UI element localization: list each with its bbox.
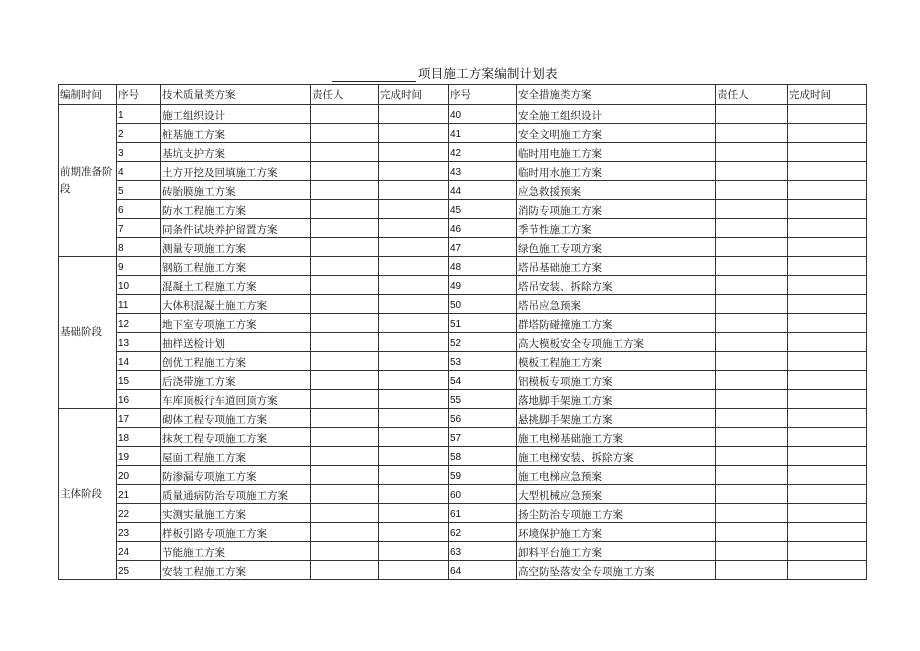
done-time-1-cell[interactable]	[379, 257, 449, 276]
safety-plan-cell: 落地脚手架施工方案	[517, 390, 716, 409]
responsible-2-cell[interactable]	[716, 257, 788, 276]
tech-plan-cell: 测量专项施工方案	[161, 238, 311, 257]
tech-plan-cell: 屋面工程施工方案	[161, 447, 311, 466]
done-time-1-cell[interactable]	[379, 485, 449, 504]
seq-1-cell: 20	[117, 466, 161, 485]
header-done-time-2: 完成时间	[788, 85, 867, 105]
seq-1-cell: 3	[117, 143, 161, 162]
done-time-1-cell[interactable]	[379, 238, 449, 257]
header-tech-quality: 技术质量类方案	[161, 85, 311, 105]
header-row	[59, 85, 867, 105]
header-responsible-2: 责任人	[716, 85, 788, 105]
responsible-2-cell[interactable]	[716, 504, 788, 523]
done-time-1-cell[interactable]	[379, 181, 449, 200]
seq-1-cell: 15	[117, 371, 161, 390]
safety-plan-cell: 临时用水施工方案	[517, 162, 716, 181]
responsible-2-cell[interactable]	[716, 447, 788, 466]
safety-plan-cell: 高空防坠落安全专项施工方案	[517, 561, 716, 580]
safety-plan-cell: 高大模板安全专项施工方案	[517, 333, 716, 352]
seq-1-cell: 6	[117, 200, 161, 219]
table-row	[59, 200, 867, 219]
seq-1-cell: 2	[117, 124, 161, 143]
seq-1-cell: 5	[117, 181, 161, 200]
tech-plan-cell: 实测实量施工方案	[161, 504, 311, 523]
responsible-2-cell[interactable]	[716, 219, 788, 238]
tech-plan-cell: 砖胎膜施工方案	[161, 181, 311, 200]
table-row	[59, 542, 867, 561]
done-time-1-cell[interactable]	[379, 295, 449, 314]
seq-1-cell: 24	[117, 542, 161, 561]
table-row	[59, 504, 867, 523]
seq-2-cell: 48	[449, 257, 517, 276]
done-time-1-cell[interactable]	[379, 409, 449, 428]
safety-plan-cell: 施工电梯安装、拆除方案	[517, 447, 716, 466]
table-row	[59, 352, 867, 371]
responsible-1-cell[interactable]	[311, 333, 379, 352]
done-time-2-cell[interactable]	[788, 276, 867, 295]
responsible-2-cell[interactable]	[716, 333, 788, 352]
seq-2-cell: 44	[449, 181, 517, 200]
seq-2-cell: 54	[449, 371, 517, 390]
done-time-2-cell[interactable]	[788, 314, 867, 333]
phase-cell: 基础阶段	[59, 257, 117, 409]
table-row	[59, 181, 867, 200]
responsible-1-cell[interactable]	[311, 409, 379, 428]
table-row	[59, 105, 867, 124]
done-time-1-cell[interactable]	[379, 105, 449, 124]
seq-2-cell: 57	[449, 428, 517, 447]
done-time-1-cell[interactable]	[379, 219, 449, 238]
safety-plan-cell: 施工电梯基础施工方案	[517, 428, 716, 447]
seq-2-cell: 45	[449, 200, 517, 219]
done-time-2-cell[interactable]	[788, 181, 867, 200]
seq-2-cell: 64	[449, 561, 517, 580]
responsible-1-cell[interactable]	[311, 371, 379, 390]
safety-plan-cell: 应急救援预案	[517, 181, 716, 200]
responsible-2-cell[interactable]	[716, 276, 788, 295]
header-seq-1: 序号	[117, 85, 161, 105]
seq-1-cell: 7	[117, 219, 161, 238]
done-time-1-cell[interactable]	[379, 561, 449, 580]
done-time-1-cell[interactable]	[379, 200, 449, 219]
seq-2-cell: 50	[449, 295, 517, 314]
document-title	[332, 64, 558, 82]
tech-plan-cell: 同条件试块养护留置方案	[161, 219, 311, 238]
seq-2-cell: 43	[449, 162, 517, 181]
done-time-2-cell[interactable]	[788, 257, 867, 276]
responsible-2-cell[interactable]	[716, 238, 788, 257]
responsible-1-cell[interactable]	[311, 447, 379, 466]
responsible-1-cell[interactable]	[311, 143, 379, 162]
table-row	[59, 314, 867, 333]
seq-2-cell: 62	[449, 523, 517, 542]
safety-plan-cell: 群塔防碰撞施工方案	[517, 314, 716, 333]
done-time-2-cell[interactable]	[788, 542, 867, 561]
tech-plan-cell: 抹灰工程专项施工方案	[161, 428, 311, 447]
responsible-1-cell[interactable]	[311, 219, 379, 238]
table-row	[59, 485, 867, 504]
tech-plan-cell: 质量通病防治专项施工方案	[161, 485, 311, 504]
done-time-2-cell[interactable]	[788, 219, 867, 238]
done-time-2-cell[interactable]	[788, 561, 867, 580]
table-row	[59, 428, 867, 447]
table-row	[59, 561, 867, 580]
done-time-1-cell[interactable]	[379, 162, 449, 181]
done-time-2-cell[interactable]	[788, 523, 867, 542]
seq-2-cell: 56	[449, 409, 517, 428]
done-time-2-cell[interactable]	[788, 238, 867, 257]
tech-plan-cell: 防水工程施工方案	[161, 200, 311, 219]
tech-plan-cell: 后浇带施工方案	[161, 371, 311, 390]
tech-plan-cell: 创优工程施工方案	[161, 352, 311, 371]
seq-1-cell: 16	[117, 390, 161, 409]
safety-plan-cell: 消防专项施工方案	[517, 200, 716, 219]
responsible-1-cell[interactable]	[311, 314, 379, 333]
done-time-1-cell[interactable]	[379, 333, 449, 352]
safety-plan-cell: 环境保护施工方案	[517, 523, 716, 542]
safety-plan-cell: 大型机械应急预案	[517, 485, 716, 504]
responsible-1-cell[interactable]	[311, 124, 379, 143]
responsible-1-cell[interactable]	[311, 542, 379, 561]
seq-1-cell: 12	[117, 314, 161, 333]
responsible-2-cell[interactable]	[716, 390, 788, 409]
tech-plan-cell: 大体积混凝土施工方案	[161, 295, 311, 314]
responsible-1-cell[interactable]	[311, 105, 379, 124]
responsible-2-cell[interactable]	[716, 105, 788, 124]
tech-plan-cell: 防渗漏专项施工方案	[161, 466, 311, 485]
responsible-1-cell[interactable]	[311, 504, 379, 523]
table-row	[59, 276, 867, 295]
table-row	[59, 447, 867, 466]
tech-plan-cell: 基坑支护方案	[161, 143, 311, 162]
done-time-1-cell[interactable]	[379, 390, 449, 409]
seq-2-cell: 40	[449, 105, 517, 124]
done-time-1-cell[interactable]	[379, 523, 449, 542]
seq-2-cell: 42	[449, 143, 517, 162]
safety-plan-cell: 塔吊应急预案	[517, 295, 716, 314]
done-time-2-cell[interactable]	[788, 504, 867, 523]
safety-plan-cell: 塔吊基础施工方案	[517, 257, 716, 276]
safety-plan-cell: 季节性施工方案	[517, 219, 716, 238]
responsible-2-cell[interactable]	[716, 542, 788, 561]
seq-1-cell: 10	[117, 276, 161, 295]
seq-2-cell: 46	[449, 219, 517, 238]
responsible-2-cell[interactable]	[716, 143, 788, 162]
tech-plan-cell: 抽样送检计划	[161, 333, 311, 352]
table-row	[59, 238, 867, 257]
tech-plan-cell: 土方开挖及回填施工方案	[161, 162, 311, 181]
done-time-1-cell[interactable]	[379, 143, 449, 162]
table-row	[59, 333, 867, 352]
responsible-2-cell[interactable]	[716, 485, 788, 504]
responsible-2-cell[interactable]	[716, 466, 788, 485]
done-time-2-cell[interactable]	[788, 485, 867, 504]
responsible-2-cell[interactable]	[716, 314, 788, 333]
done-time-2-cell[interactable]	[788, 295, 867, 314]
tech-plan-cell: 桩基施工方案	[161, 124, 311, 143]
tech-plan-cell: 地下室专项施工方案	[161, 314, 311, 333]
responsible-2-cell[interactable]	[716, 181, 788, 200]
done-time-1-cell[interactable]	[379, 428, 449, 447]
responsible-2-cell[interactable]	[716, 523, 788, 542]
safety-plan-cell: 铝模板专项施工方案	[517, 371, 716, 390]
table-row	[59, 143, 867, 162]
seq-1-cell: 11	[117, 295, 161, 314]
responsible-1-cell[interactable]	[311, 295, 379, 314]
tech-plan-cell: 施工组织设计	[161, 105, 311, 124]
table-row	[59, 295, 867, 314]
responsible-1-cell[interactable]	[311, 390, 379, 409]
phase-cell: 前期准备阶段	[59, 105, 117, 257]
table-row	[59, 219, 867, 238]
seq-1-cell: 1	[117, 105, 161, 124]
responsible-2-cell[interactable]	[716, 124, 788, 143]
safety-plan-cell: 模板工程施工方案	[517, 352, 716, 371]
table-row	[59, 409, 867, 428]
plan-table	[58, 84, 867, 580]
table-row	[59, 523, 867, 542]
done-time-2-cell[interactable]	[788, 333, 867, 352]
table-row	[59, 466, 867, 485]
done-time-2-cell[interactable]	[788, 390, 867, 409]
header-done-time-1: 完成时间	[379, 85, 449, 105]
responsible-1-cell[interactable]	[311, 276, 379, 295]
responsible-2-cell[interactable]	[716, 371, 788, 390]
responsible-1-cell[interactable]	[311, 352, 379, 371]
seq-1-cell: 25	[117, 561, 161, 580]
seq-2-cell: 47	[449, 238, 517, 257]
safety-plan-cell: 安全文明施工方案	[517, 124, 716, 143]
done-time-2-cell[interactable]	[788, 409, 867, 428]
done-time-1-cell[interactable]	[379, 352, 449, 371]
responsible-2-cell[interactable]	[716, 409, 788, 428]
tech-plan-cell: 混凝土工程施工方案	[161, 276, 311, 295]
responsible-2-cell[interactable]	[716, 200, 788, 219]
done-time-2-cell[interactable]	[788, 371, 867, 390]
done-time-1-cell[interactable]	[379, 504, 449, 523]
done-time-2-cell[interactable]	[788, 447, 867, 466]
seq-2-cell: 53	[449, 352, 517, 371]
seq-1-cell: 21	[117, 485, 161, 504]
seq-2-cell: 60	[449, 485, 517, 504]
responsible-1-cell[interactable]	[311, 200, 379, 219]
title-text: 项目施工方案编制计划表	[418, 66, 558, 81]
done-time-2-cell[interactable]	[788, 352, 867, 371]
safety-plan-cell: 临时用电施工方案	[517, 143, 716, 162]
seq-1-cell: 22	[117, 504, 161, 523]
done-time-2-cell[interactable]	[788, 124, 867, 143]
seq-2-cell: 52	[449, 333, 517, 352]
project-name-blank[interactable]	[332, 68, 416, 82]
seq-1-cell: 13	[117, 333, 161, 352]
seq-1-cell: 18	[117, 428, 161, 447]
seq-2-cell: 55	[449, 390, 517, 409]
responsible-1-cell[interactable]	[311, 162, 379, 181]
header-compile-time: 编制时间	[59, 85, 117, 105]
done-time-2-cell[interactable]	[788, 466, 867, 485]
header-seq-2: 序号	[449, 85, 517, 105]
done-time-2-cell[interactable]	[788, 162, 867, 181]
seq-2-cell: 61	[449, 504, 517, 523]
safety-plan-cell: 扬尘防治专项施工方案	[517, 504, 716, 523]
seq-1-cell: 14	[117, 352, 161, 371]
responsible-1-cell[interactable]	[311, 466, 379, 485]
responsible-1-cell[interactable]	[311, 561, 379, 580]
tech-plan-cell: 节能施工方案	[161, 542, 311, 561]
safety-plan-cell: 安全施工组织设计	[517, 105, 716, 124]
responsible-1-cell[interactable]	[311, 523, 379, 542]
safety-plan-cell: 绿色施工专项方案	[517, 238, 716, 257]
table-row	[59, 124, 867, 143]
done-time-2-cell[interactable]	[788, 105, 867, 124]
responsible-1-cell[interactable]	[311, 238, 379, 257]
responsible-1-cell[interactable]	[311, 428, 379, 447]
done-time-2-cell[interactable]	[788, 428, 867, 447]
seq-2-cell: 49	[449, 276, 517, 295]
seq-2-cell: 63	[449, 542, 517, 561]
done-time-1-cell[interactable]	[379, 447, 449, 466]
seq-1-cell: 4	[117, 162, 161, 181]
responsible-1-cell[interactable]	[311, 181, 379, 200]
done-time-2-cell[interactable]	[788, 200, 867, 219]
safety-plan-cell: 悬挑脚手架施工方案	[517, 409, 716, 428]
done-time-1-cell[interactable]	[379, 371, 449, 390]
tech-plan-cell: 砌体工程专项施工方案	[161, 409, 311, 428]
header-responsible-1: 责任人	[311, 85, 379, 105]
safety-plan-cell: 施工电梯应急预案	[517, 466, 716, 485]
done-time-1-cell[interactable]	[379, 314, 449, 333]
seq-2-cell: 41	[449, 124, 517, 143]
responsible-2-cell[interactable]	[716, 428, 788, 447]
tech-plan-cell: 车库顶板行车道回顶方案	[161, 390, 311, 409]
header-safety-measures: 安全措施类方案	[517, 85, 716, 105]
tech-plan-cell: 样板引路专项施工方案	[161, 523, 311, 542]
responsible-2-cell[interactable]	[716, 561, 788, 580]
safety-plan-cell: 卸料平台施工方案	[517, 542, 716, 561]
seq-2-cell: 51	[449, 314, 517, 333]
seq-2-cell: 58	[449, 447, 517, 466]
seq-2-cell: 59	[449, 466, 517, 485]
table-row	[59, 257, 867, 276]
phase-cell: 主体阶段	[59, 409, 117, 580]
table-row	[59, 371, 867, 390]
responsible-2-cell[interactable]	[716, 295, 788, 314]
responsible-2-cell[interactable]	[716, 162, 788, 181]
seq-1-cell: 23	[117, 523, 161, 542]
table-row	[59, 390, 867, 409]
tech-plan-cell: 安装工程施工方案	[161, 561, 311, 580]
done-time-2-cell[interactable]	[788, 143, 867, 162]
done-time-1-cell[interactable]	[379, 466, 449, 485]
seq-1-cell: 9	[117, 257, 161, 276]
done-time-1-cell[interactable]	[379, 276, 449, 295]
done-time-1-cell[interactable]	[379, 542, 449, 561]
tech-plan-cell: 钢筋工程施工方案	[161, 257, 311, 276]
safety-plan-cell: 塔吊安装、拆除方案	[517, 276, 716, 295]
done-time-1-cell[interactable]	[379, 124, 449, 143]
seq-1-cell: 19	[117, 447, 161, 466]
responsible-1-cell[interactable]	[311, 257, 379, 276]
table-row	[59, 162, 867, 181]
responsible-1-cell[interactable]	[311, 485, 379, 504]
seq-1-cell: 8	[117, 238, 161, 257]
seq-1-cell: 17	[117, 409, 161, 428]
responsible-2-cell[interactable]	[716, 352, 788, 371]
